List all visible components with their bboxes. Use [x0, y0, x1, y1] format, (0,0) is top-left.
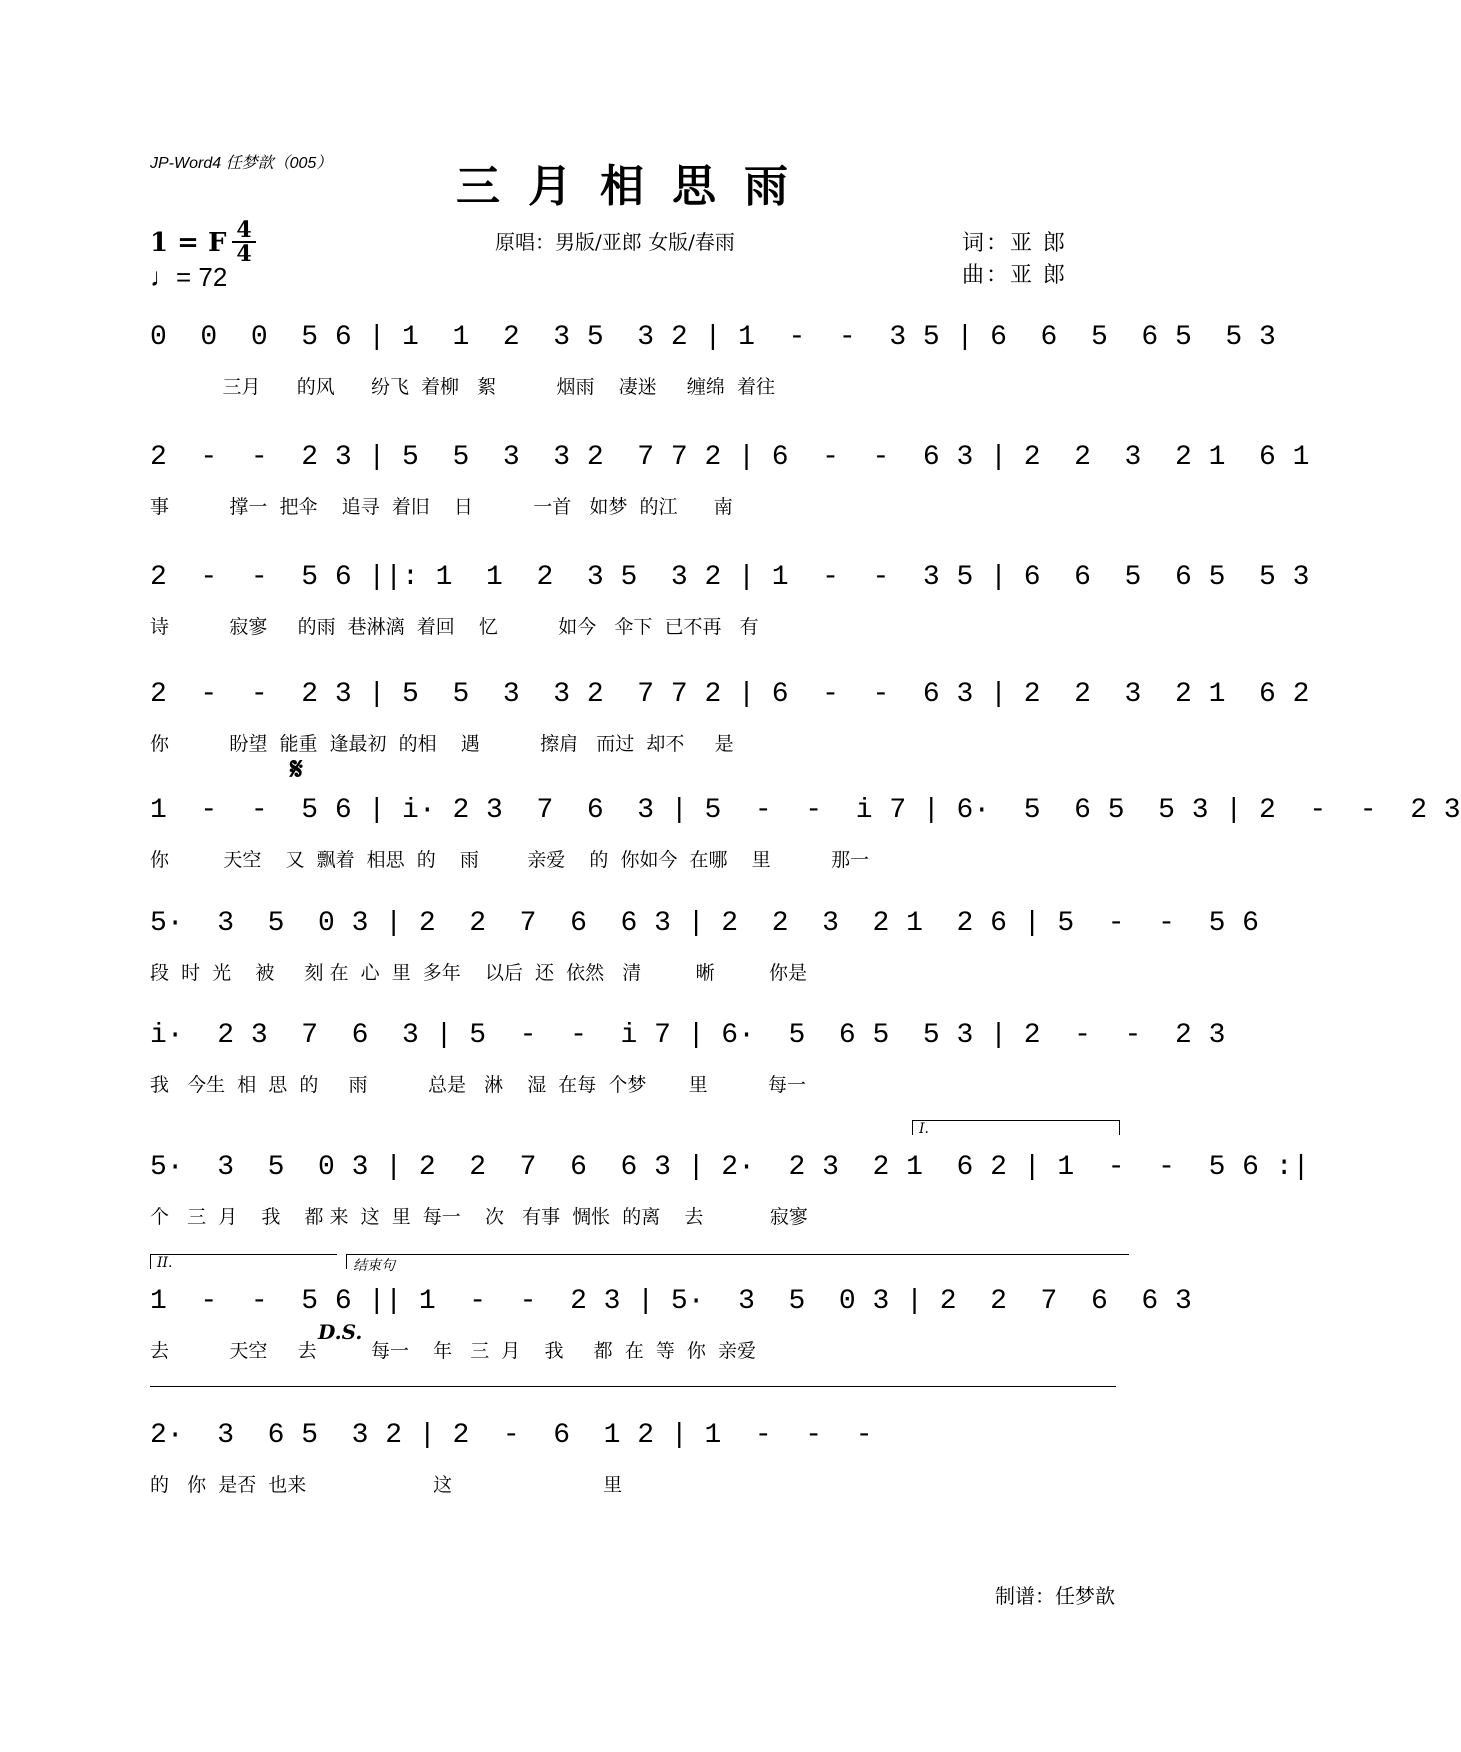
notation: 1 - - 5 6 | i· 2 3 7 6 3 | 5 - - i 7 | 6· 5 6 5 5 3 | 2 - - 2 3 [150, 795, 1461, 826]
score-line-5 [150, 789, 1461, 889]
composer-credit: 曲：亚 郎 [962, 263, 1067, 288]
score-line-3 [150, 556, 1310, 656]
dal-segno-marking: D.S. [318, 1320, 363, 1344]
lyrics: 的 你 是否 也来 这 里 [150, 1474, 623, 1496]
lyrics: 诗 寂寥 的雨 巷淋漓 着回 忆 如今 伞下 已不再 有 [150, 616, 759, 638]
time-signature-bottom: 4 [236, 241, 252, 267]
score-line-9 [150, 1280, 1192, 1380]
notation: 2· 3 6 5 3 2 | 2 - 6 1 2 | 1 - - - [150, 1420, 873, 1451]
score-line-1 [150, 316, 1276, 416]
second-ending-bracket: II. [150, 1254, 337, 1269]
transcriber-credit: 制谱：任梦歆 [995, 1586, 1115, 1608]
score-line-2 [150, 436, 1310, 536]
key-signature: 1 = F [150, 228, 227, 258]
tempo-marking: ♩= 72 [150, 262, 228, 292]
lyricist-credit: 词：亚 郎 [962, 231, 1067, 256]
final-line-rule [150, 1386, 1116, 1387]
notation: 2 - - 2 3 | 5 5 3 3 2 7 7 2 | 6 - - 6 3 | 2 2 3 2 1 6 1 [150, 442, 1310, 473]
score-line-7 [150, 1014, 1226, 1114]
time-signature-top: 4 [236, 217, 252, 243]
time-signature [232, 217, 256, 267]
lyrics: 你 盼望 能重 逢最初 的相 遇 擦肩 而过 却不 是 [150, 733, 734, 755]
notation: 2 - - 2 3 | 5 5 3 3 2 7 7 2 | 6 - - 6 3 | 2 2 3 2 1 6 2 [150, 679, 1310, 710]
ending-section-bracket: 结束句 [346, 1254, 1129, 1269]
notation: 1 - - 5 6 || 1 - - 2 3 | 5· 3 5 0 3 | 2 2 7 6 6 3 [150, 1286, 1192, 1317]
first-ending-bracket: I. [912, 1120, 1120, 1135]
notation: 0 0 0 5 6 | 1 1 2 3 5 3 2 | 1 - - 3 5 | 6 6 5 6 5 5 3 [150, 322, 1276, 353]
lyrics: 我 今生 相 思 的 雨 总是 淋 湿 在每 个梦 里 每一 [150, 1074, 807, 1096]
lyrics: 个 三 月 我 都 来 这 里 每一 次 有事 惆怅 的离 去 寂寥 [150, 1206, 808, 1228]
score-line-8 [150, 1146, 1310, 1246]
segno-sign: 𝄋 [290, 752, 303, 787]
lyrics: 三月 的风 纷飞 着柳 絮 烟雨 凄迷 缠绵 着往 [150, 376, 775, 398]
lyrics: 去 天空 去 每一 年 三 月 我 都 在 等 你 亲爱 [150, 1340, 756, 1362]
score-line-10 [150, 1414, 1130, 1514]
lyrics: 你 天空 又 飘着 相思 的 雨 亲爱 的 你如今 在哪 里 那一 [150, 849, 870, 871]
notation: 5· 3 5 0 3 | 2 2 7 6 6 3 | 2 2 3 2 1 2 6 | 5 - - 5 6 [150, 908, 1259, 939]
lyrics: 段 时 光 被 刻 在 心 里 多年 以后 还 依然 清 晰 你是 [150, 962, 807, 984]
original-singers: 原唱：男版/亚郎 女版/春雨 [495, 230, 735, 254]
score-line-6 [150, 902, 1259, 1002]
song-title: 三月相思雨 [456, 161, 816, 212]
notation: 5· 3 5 0 3 | 2 2 7 6 6 3 | 2· 2 3 2 1 6 2 | 1 - - 5 6 :| [150, 1152, 1310, 1183]
notation: i· 2 3 7 6 3 | 5 - - i 7 | 6· 5 6 5 5 3 | 2 - - 2 3 [150, 1020, 1226, 1051]
header-meta: JP-Word4 任梦歆（005） [150, 155, 333, 172]
lyrics: 事 撑一 把伞 追寻 着旧 日 一首 如梦 的江 南 [150, 496, 733, 518]
notation: 2 - - 5 6 ||: 1 1 2 3 5 3 2 | 1 - - 3 5 | 6 6 5 6 5 5 3 [150, 562, 1310, 593]
